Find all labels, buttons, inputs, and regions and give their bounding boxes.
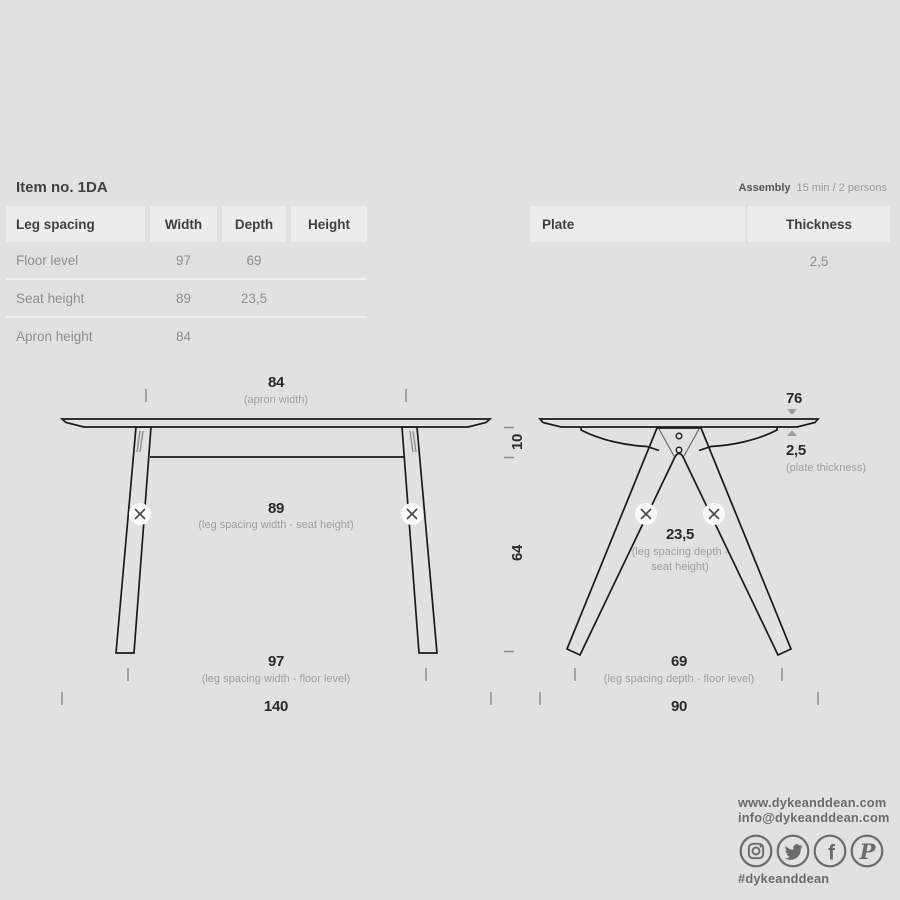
- dim-floor-depth-caption: (leg spacing depth - floor level): [603, 673, 755, 685]
- email-link[interactable]: info@dykeanddean.com: [738, 810, 890, 825]
- col-header-depth: Depth: [222, 206, 286, 242]
- col-header-width: Width: [150, 206, 217, 242]
- dim-under-apron-height: 64: [509, 544, 526, 562]
- front-view-drawing: [62, 419, 490, 653]
- dim-seat-width-caption: (leg spacing width - seat height): [198, 519, 354, 531]
- table-row: [6, 242, 367, 280]
- dim-seat-width: 89: [267, 500, 285, 517]
- dim-total-width: 140: [263, 698, 289, 715]
- row-value-height: [291, 280, 367, 316]
- dim-seat-depth: 23,5: [666, 526, 694, 543]
- joint-marker: [635, 503, 657, 525]
- side-tabletop: [540, 419, 818, 427]
- dim-apron-drop: 10: [509, 433, 526, 451]
- twitter-icon[interactable]: [775, 833, 811, 869]
- footer: [738, 795, 898, 886]
- row-value-depth: 69: [246, 252, 262, 268]
- assembly-value: 15 min / 2 persons: [796, 182, 887, 194]
- item-number: Item no. 1DA: [16, 179, 108, 196]
- front-tabletop: [62, 419, 490, 427]
- row-value-plate: [530, 242, 745, 280]
- dim-seat-depth-caption: seat height): [651, 561, 709, 573]
- row-value-thickness: 2,5: [809, 253, 829, 269]
- row-value-depth: 23,5: [240, 290, 268, 306]
- facebook-icon[interactable]: [812, 833, 848, 869]
- row-value-depth: [222, 318, 286, 354]
- plate-table: [530, 206, 890, 280]
- dim-plate-thickness-caption: (plate thickness): [786, 462, 867, 474]
- pinterest-icon[interactable]: [849, 833, 885, 869]
- table-row: [530, 242, 890, 280]
- row-value-height: [291, 318, 367, 354]
- side-right-apron-wing: [699, 427, 777, 451]
- front-left-leg: [116, 427, 151, 653]
- col-header-height: Height: [291, 206, 367, 242]
- dim-apron-width-caption: (apron width): [243, 394, 309, 406]
- hashtag: #dykeanddean: [738, 871, 830, 886]
- social-icons: [738, 833, 898, 869]
- dim-floor-width: 97: [267, 653, 285, 670]
- leg-table-header-row: [6, 206, 367, 242]
- row-label: Seat height: [16, 290, 85, 306]
- leg-spacing-table: [6, 206, 367, 354]
- dim-seat-depth-caption: (leg spacing depth -: [631, 546, 729, 558]
- plate-table-header-row: [530, 206, 890, 242]
- col-header-thickness: Thickness: [748, 206, 890, 242]
- dim-plate-thickness: 2,5: [786, 442, 806, 459]
- row-value-width: 97: [175, 252, 192, 268]
- row-value-height: [291, 242, 367, 278]
- arrow-up-icon: [787, 430, 797, 436]
- front-leg-slots: [137, 431, 416, 452]
- row-value-width: 89: [175, 290, 192, 306]
- dim-table-height: 76: [786, 390, 803, 407]
- instagram-icon[interactable]: [738, 833, 774, 869]
- col-header-leg-spacing: Leg spacing: [6, 206, 145, 242]
- website-link[interactable]: www.dykeanddean.com: [738, 795, 887, 810]
- assembly-info: [739, 182, 887, 194]
- arrow-down-icon: [787, 409, 797, 415]
- technical-drawings: [0, 355, 900, 735]
- front-right-leg: [402, 427, 437, 653]
- row-label: Floor level: [16, 252, 79, 268]
- row-value-width: 84: [175, 328, 192, 344]
- dim-floor-depth: 69: [670, 653, 688, 670]
- joint-marker: [703, 503, 725, 525]
- joint-marker: [401, 503, 423, 525]
- side-left-apron-wing: [581, 427, 659, 451]
- joint-marker: [129, 503, 151, 525]
- row-label: Apron height: [16, 328, 93, 344]
- svg-text:P: P: [859, 839, 876, 864]
- dim-apron-width: 84: [267, 374, 285, 391]
- table-row: [6, 280, 367, 318]
- dim-total-depth: 90: [670, 698, 688, 715]
- svg-text:f: f: [828, 841, 835, 865]
- table-row: [6, 318, 367, 354]
- col-header-plate: Plate: [530, 206, 745, 242]
- assembly-label: Assembly: [738, 182, 791, 194]
- dim-floor-width-caption: (leg spacing width - floor level): [201, 673, 351, 685]
